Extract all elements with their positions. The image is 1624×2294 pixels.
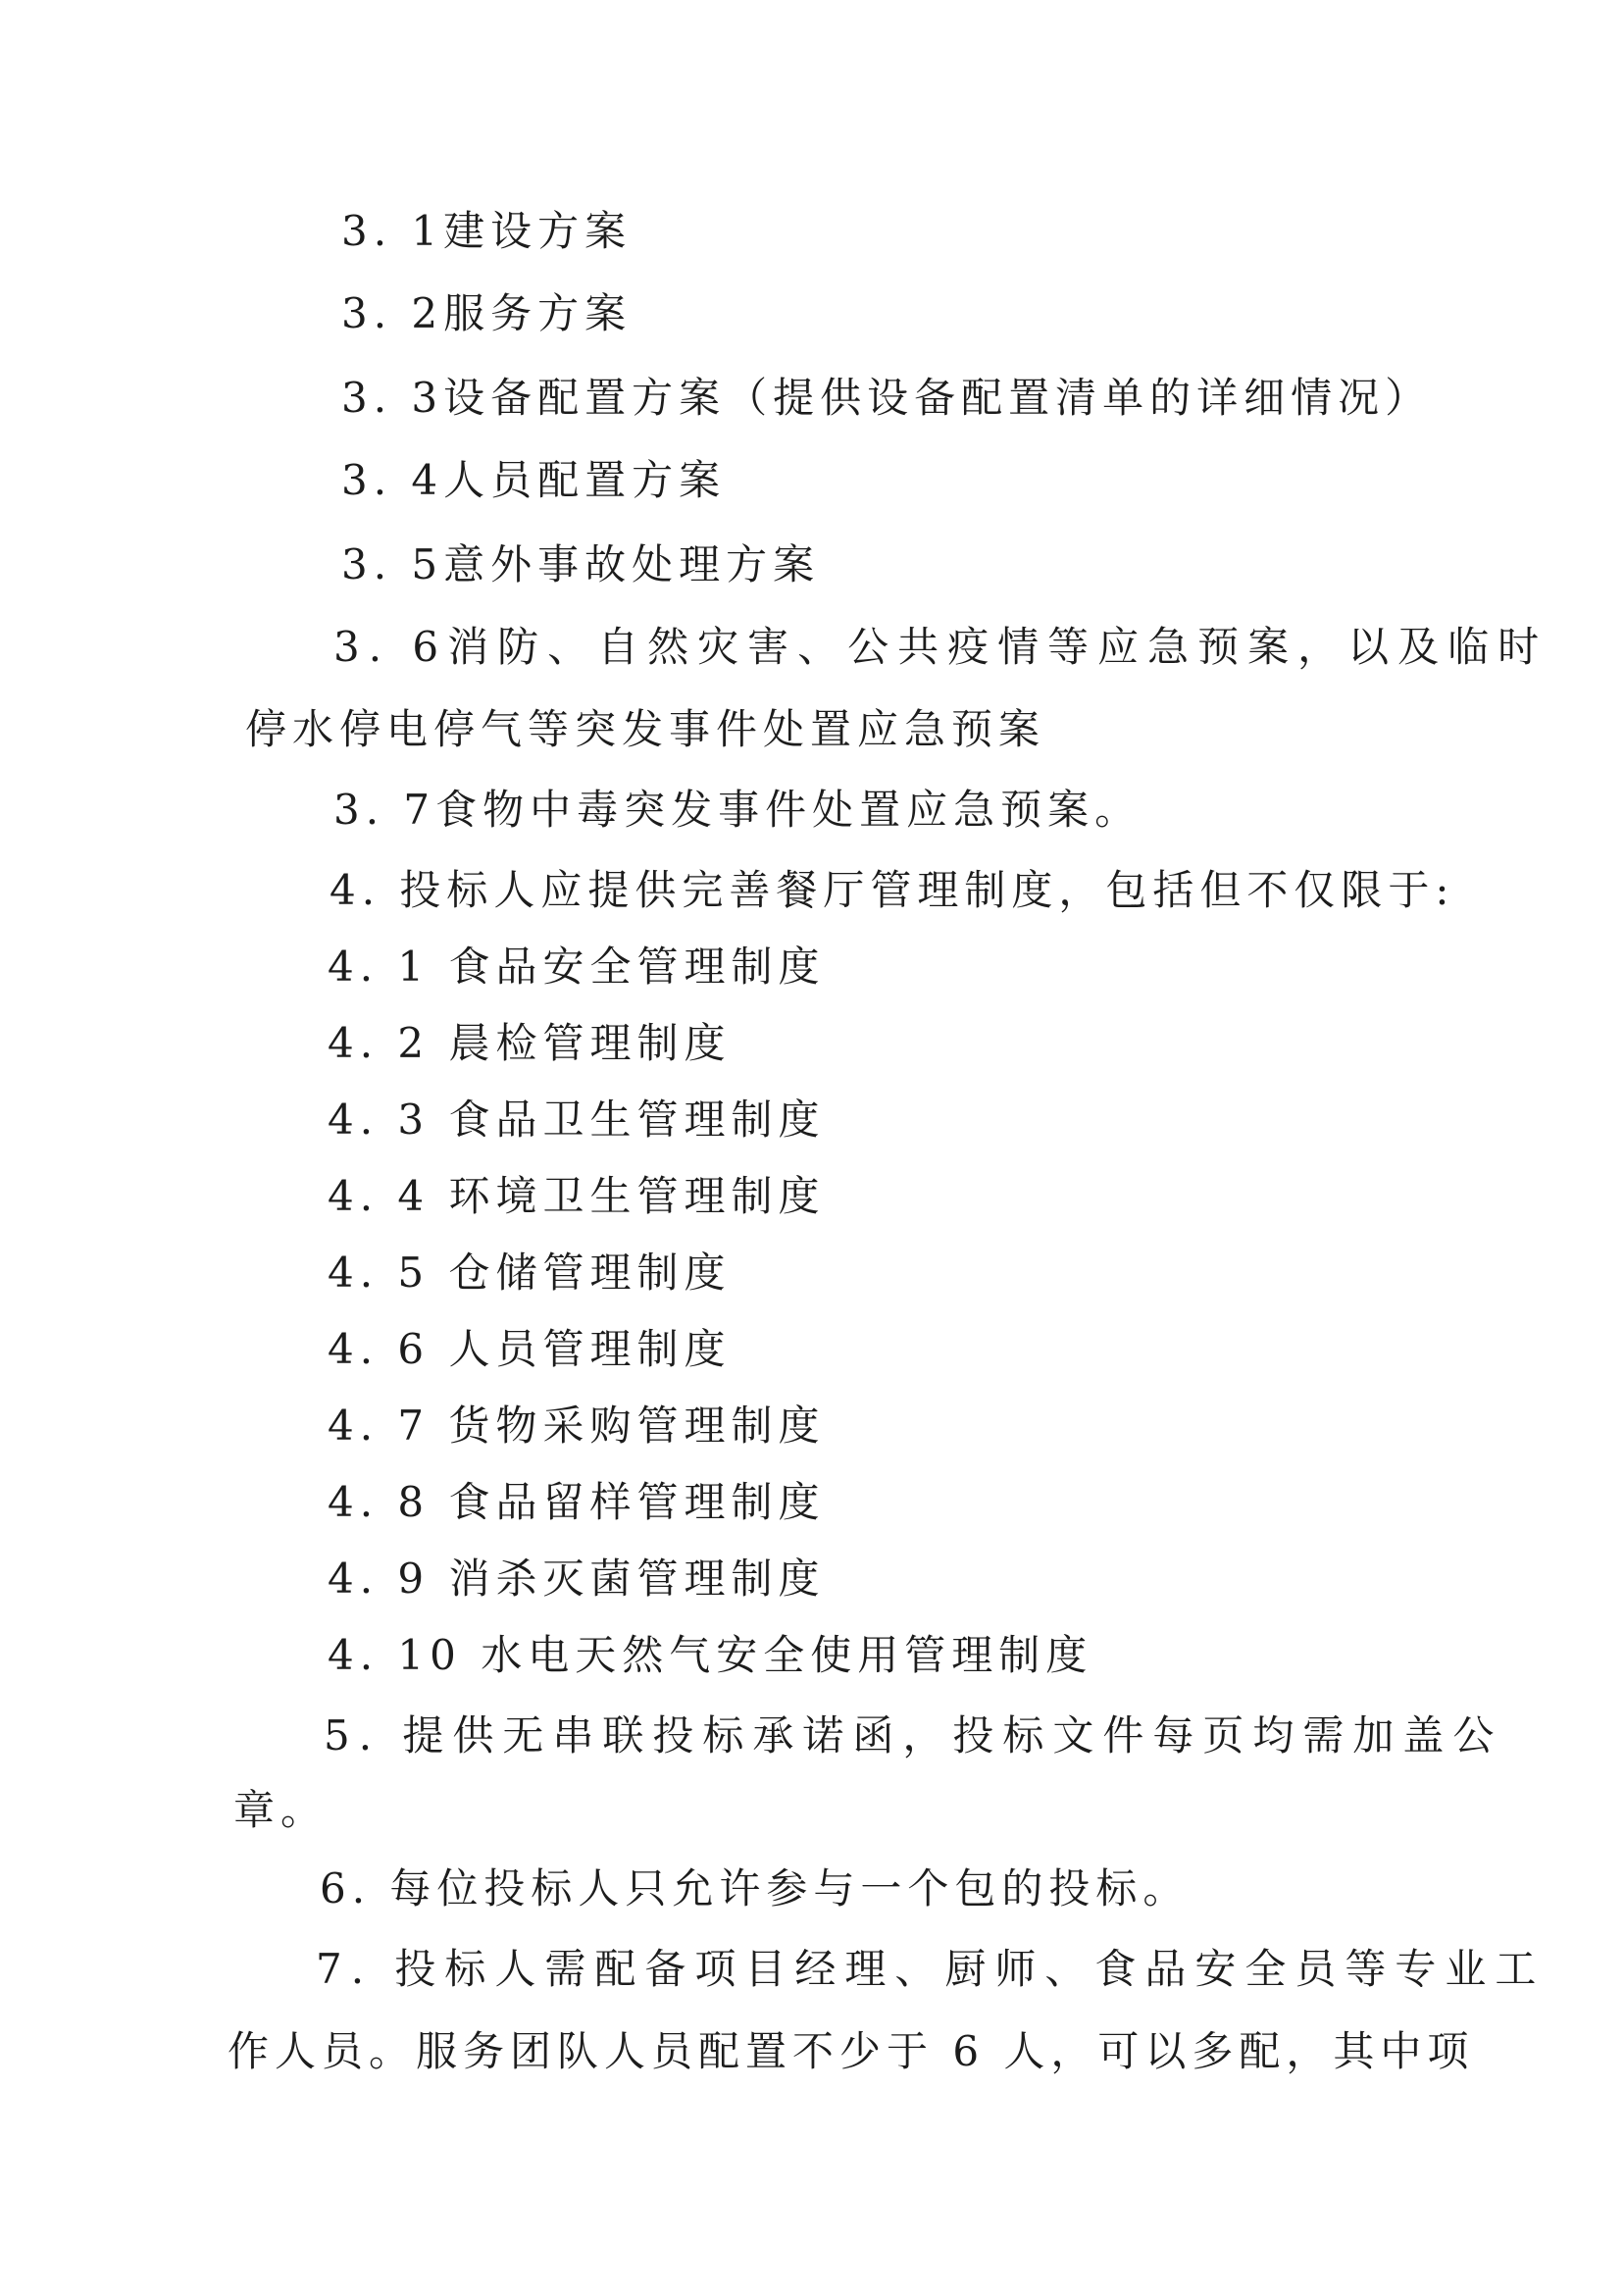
item-3-4: 3. 4人员配置方案 (341, 456, 727, 504)
item-4-2: 4. 2 晨检管理制度 (328, 1019, 732, 1067)
item-3-1: 3. 1建设方案 (341, 207, 633, 255)
item-4-3: 4. 3 食品卫生管理制度 (328, 1096, 826, 1144)
item-3-7: 3. 7食物中毒突发事件处置应急预案。 (333, 786, 1142, 834)
item-6: 6. 每位投标人只允许参与一个包的投标。 (320, 1864, 1191, 1912)
item-4-4: 4. 4 环境卫生管理制度 (328, 1172, 826, 1220)
item-4-10: 4. 10 水电天然气安全使用管理制度 (328, 1631, 1093, 1679)
item-5-continued: 章。 (233, 1786, 329, 1834)
item-7-continued: 作人员。服务团队人员配置不少于 6 人，可以多配，其中项 (228, 2027, 1475, 2075)
item-4-1: 4. 1 食品安全管理制度 (328, 943, 826, 991)
item-4-6: 4. 6 人员管理制度 (328, 1325, 732, 1373)
item-3-2: 3. 2服务方案 (341, 289, 633, 337)
item-3-5: 3. 5意外事故处理方案 (341, 540, 821, 588)
item-7: 7. 投标人需配备项目经理、厨师、食品安全员等专业工 (316, 1945, 1546, 1993)
item-4-heading: 4. 投标人应提供完善餐厅管理制度，包括但不仅限于: (330, 866, 1455, 914)
item-3-3: 3. 3设备配置方案（提供设备配置清单的详细情况） (341, 374, 1433, 422)
item-5: 5. 提供无串联投标承诺函，投标文件每页均需加盖公 (324, 1711, 1503, 1759)
item-3-6-continued: 停水停电停气等突发事件处置应急预案 (245, 705, 1046, 753)
item-4-5: 4. 5 仓储管理制度 (328, 1249, 732, 1297)
item-4-8: 4. 8 食品留样管理制度 (328, 1478, 826, 1526)
item-4-7: 4. 7 货物采购管理制度 (328, 1402, 826, 1450)
item-4-9: 4. 9 消杀灭菌管理制度 (328, 1555, 826, 1603)
item-3-6: 3. 6消防、自然灾害、公共疫情等应急预案，以及临时 (333, 623, 1548, 671)
